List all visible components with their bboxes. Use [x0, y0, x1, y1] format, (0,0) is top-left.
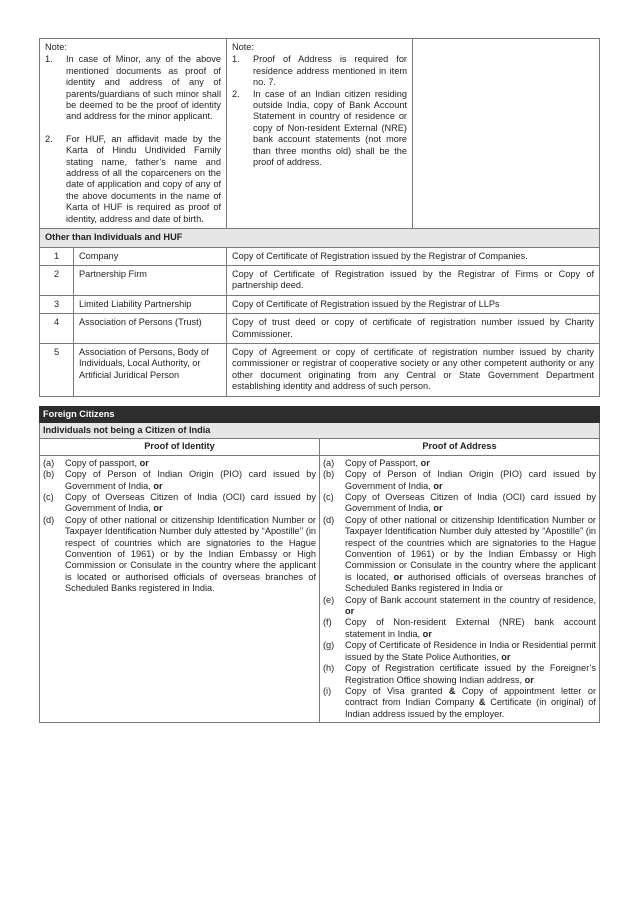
item-label: (a) — [43, 457, 55, 468]
foreign-header-row — [40, 406, 600, 422]
note-number: 1. — [232, 54, 240, 65]
address-list — [323, 458, 596, 720]
item-text: Copy of passport, — [65, 457, 138, 468]
address-item — [323, 640, 596, 663]
note-number: 2. — [232, 88, 240, 99]
notes-cell-3 — [413, 39, 600, 229]
document-page — [39, 38, 599, 723]
address-item — [323, 617, 596, 640]
item-text: Copy of Passport, — [345, 457, 419, 468]
item-text: Copy of Registration certificate issued by the Foreigner’s Registration Office showing Indian address, — [345, 663, 596, 685]
note-item — [45, 134, 221, 225]
address-item — [323, 595, 596, 618]
address-column-header: Proof of Address — [320, 439, 600, 455]
notes-row — [40, 39, 600, 229]
address-item — [323, 686, 596, 720]
note-text: Proof of Address is required for residence address mentioned in item no. 7. — [253, 54, 407, 88]
item-label: (g) — [323, 640, 335, 651]
note-number: 1. — [45, 54, 53, 65]
spacer — [45, 123, 221, 134]
required-document: Copy of Certificate of Registration issued by the Registrar of Companies. — [227, 247, 600, 265]
item-label: (d) — [43, 514, 55, 525]
foreign-subheader-row — [40, 422, 600, 438]
row-number: 3 — [40, 295, 74, 313]
row-number: 4 — [40, 314, 74, 344]
address-item — [323, 492, 596, 515]
item-text: Certificate (in original) of Indian address issued by the employer. — [345, 697, 596, 719]
and-symbol: & — [448, 685, 456, 696]
section-header-row — [40, 229, 600, 247]
item-text: Copy of Bank account statement in the country of residence, — [345, 594, 596, 605]
entity-type: Association of Persons, Body of Individuals, Local Authority, or Artificial Juridical Person — [74, 343, 227, 396]
foreign-citizens-table — [39, 406, 600, 724]
or-word: or — [422, 628, 432, 639]
identity-item — [43, 469, 316, 492]
required-document: Copy of Certificate of Registration issued by the Registrar of LLPs — [227, 295, 600, 313]
identity-column-header: Proof of Identity — [40, 439, 320, 455]
entity-row — [40, 247, 600, 265]
address-item — [323, 515, 596, 595]
address-cell — [320, 455, 600, 722]
item-text: Copy of Overseas Citizen of India (OCI) card issued by Government of India, — [65, 492, 316, 514]
address-item — [323, 469, 596, 492]
or-word: or — [153, 480, 163, 491]
entity-row — [40, 295, 600, 313]
or-word: or — [501, 651, 511, 662]
entity-row — [40, 265, 600, 295]
item-label: (c) — [43, 492, 54, 502]
section-title: Other than Individuals and HUF — [40, 229, 600, 247]
or-word: or — [345, 606, 355, 617]
or-word: or — [393, 571, 403, 582]
entity-type: Partnership Firm — [74, 265, 227, 295]
address-item — [323, 458, 596, 469]
item-text: Copy of other national or citizenship Identification Number or Taxpayer Identification Number duly attested by “Apostille’’ (in respect of countries which are signatories to the Hague Convention of 1961) or by the Indian Embassy or High Commission or Consulate in the country where the applicant is located or authorised officials of overseas branches of Scheduled Banks registered in India. — [65, 514, 316, 594]
note-list — [45, 54, 221, 225]
identity-list — [43, 458, 316, 595]
or-word: or — [433, 503, 443, 514]
identity-item — [43, 515, 316, 595]
row-number: 1 — [40, 247, 74, 265]
and-symbol: & — [478, 697, 486, 708]
item-label: (f) — [323, 617, 332, 628]
required-document: Copy of trust deed or copy of certificate of registration number issued by Charity Commissioner. — [227, 314, 600, 344]
item-label: (h) — [323, 663, 335, 674]
required-document: Copy of Agreement or copy of certificate of registration number issued by charity commissioner or registrar of cooperative society or any other competent authority or any other document originating from any Central or State Government Department establishing identity and address of such person. — [227, 343, 600, 396]
item-text: authorised officials of overseas branches of Scheduled Banks registered in India or — [345, 571, 596, 594]
note-title: Note: — [232, 42, 254, 52]
note-text: In case of Minor, any of the above mentioned documents as proof of identity and address of any of parents/guardians of such minor shall be deemed to be the proof of identity and address for the minor applicant. — [66, 54, 221, 122]
item-text: Copy of Non-resident External (NRE) bank account statement in India, — [345, 617, 596, 639]
item-label: (i) — [323, 685, 332, 696]
identity-cell — [40, 455, 320, 722]
identity-item — [43, 492, 316, 515]
or-word: or — [524, 674, 534, 685]
row-number: 5 — [40, 343, 74, 396]
required-document: Copy of Certificate of Registration issued by the Registrar of Firms or Copy of partnership deed. — [227, 265, 600, 295]
column-header-row — [40, 439, 600, 455]
entity-row — [40, 314, 600, 344]
item-text: Copy of Person of Indian Origin (PIO) card issued by Government of India, — [345, 469, 596, 491]
or-word: or — [420, 457, 430, 468]
item-label: (c) — [323, 492, 334, 502]
note-item — [232, 54, 407, 88]
item-label: (b) — [323, 469, 335, 480]
or-word: or — [139, 457, 149, 468]
row-number: 2 — [40, 265, 74, 295]
foreign-title: Foreign Citizens — [40, 406, 600, 422]
item-text: Copy of Person of Indian Origin (PIO) card issued by Government of India, — [65, 469, 316, 491]
or-word: or — [433, 480, 443, 491]
item-text: Copy of appointment letter or contract from Indian Company — [345, 685, 597, 708]
entity-type: Limited Liability Partnership — [74, 295, 227, 313]
item-label: (d) — [323, 514, 335, 525]
item-text: Copy of Visa granted — [345, 685, 443, 696]
notes-cell-2 — [227, 39, 413, 229]
note-item — [45, 54, 221, 122]
proof-table — [39, 38, 600, 397]
note-list — [232, 54, 407, 168]
item-text: Copy of Overseas Citizen of India (OCI) card issued by Government of India, — [345, 492, 596, 514]
item-text: Copy of Certificate of Residence in India or Residential permit issued by the State Police Authorities, — [345, 640, 596, 662]
note-text: In case of an Indian citizen residing outside India, copy of Bank Account Statement in country of residence or copy of Non-resident External (NRE) bank account statements (not more than three months old) shall be the proof of address. — [253, 88, 407, 168]
notes-cell-1 — [40, 39, 227, 229]
item-label: (e) — [323, 594, 335, 605]
note-title: Note: — [45, 42, 67, 52]
note-number: 2. — [45, 133, 53, 144]
proof-lists-row — [40, 455, 600, 722]
item-label: (a) — [323, 457, 335, 468]
identity-item — [43, 458, 316, 469]
entity-type: Company — [74, 247, 227, 265]
note-text: For HUF, an affidavit made by the Karta of Hindu Undivided Family stating name, father’s name and address of all the coparceners on the date of application and copy of any of the above documents in the name of Karta of HUF is required as proof of identity, address and date of birth. — [66, 133, 221, 224]
or-word: or — [153, 503, 163, 514]
address-item — [323, 663, 596, 686]
entity-type: Association of Persons (Trust) — [74, 314, 227, 344]
item-text: Copy of other national or citizenship Identification Number or Taxpayer Identification Number duly attested by “Apostille” (in respect of the countries which are signatories to the Hague Convention of 1961) or by the Indian Embassy or High Commission or Consulate in the country where the applicant is located, — [345, 514, 596, 582]
entity-row — [40, 343, 600, 396]
foreign-subtitle: Individuals not being a Citizen of India — [40, 422, 600, 438]
item-label: (b) — [43, 469, 55, 480]
note-item — [232, 89, 407, 169]
